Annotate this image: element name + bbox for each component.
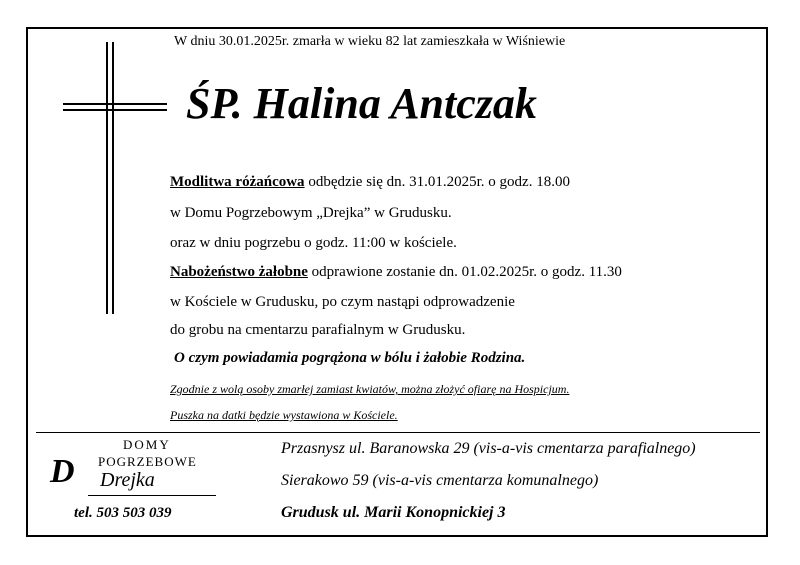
cross-icon-stroke (112, 42, 114, 314)
address-grudusk: Grudusk ul. Marii Konopnickiej 3 (281, 504, 506, 521)
funeral-home-logo (48, 437, 218, 499)
cross-icon-bar (63, 103, 167, 105)
address-przasnysz: Przasnysz ul. Baranowska 29 (vis-a-vis cmentarza parafialnego) (281, 440, 696, 457)
logo-pogrzebowe-text: POGRZEBOWE (98, 454, 197, 469)
logo-d-mark-icon: D (50, 453, 75, 490)
funeral-details: odprawione zostanie dn. 01.02.2025r. o godz. 11.30 (307, 264, 622, 280)
donation-box-note: Puszka na datki będzie wystawiona w Kościele. (170, 408, 398, 422)
rosary-details: odbędzie się dn. 31.01.2025r. o godz. 18.00 (304, 174, 570, 190)
logo-underline (88, 495, 216, 496)
rosary-label: Modlitwa różańcowa (170, 174, 305, 190)
funeral-label: Nabożeństwo żałobne (170, 264, 308, 280)
cross-icon-bar-2 (63, 109, 167, 111)
logo-domy-text: DOMY (123, 437, 171, 452)
cross-icon (106, 42, 108, 314)
funeral-line (170, 264, 622, 281)
family-closing: O czym powiadamia pogrążona w bólu i żałobie Rodzina. (174, 350, 526, 366)
deceased-name: ŚP. Halina Antczak (186, 79, 537, 128)
logo-drejka-text: Drejka (100, 469, 155, 491)
body-line-2: w Domu Pogrzebowym „Drejka” w Grudusku. (170, 205, 452, 221)
rosary-line (170, 174, 570, 191)
body-line-6: do grobu na cmentarzu parafialnym w Grudusku. (170, 322, 466, 338)
address-sierakowo: Sierakowo 59 (vis-a-vis cmentarza komunalnego) (281, 472, 599, 489)
death-notice-header: W dniu 30.01.2025r. zmarła w wieku 82 lat zamieszkała w Wiśniewie (174, 34, 566, 49)
phone-number: tel. 503 503 039 (74, 505, 172, 521)
footer-divider (36, 432, 760, 433)
hospice-note: Zgodnie z wolą osoby zmarłej zamiast kwiatów, można złożyć ofiarę na Hospicjum. (170, 382, 570, 396)
body-line-3: oraz w dniu pogrzebu o godz. 11:00 w kościele. (170, 235, 457, 251)
body-line-5: w Kościele w Grudusku, po czym nastąpi odprowadzenie (170, 294, 515, 310)
